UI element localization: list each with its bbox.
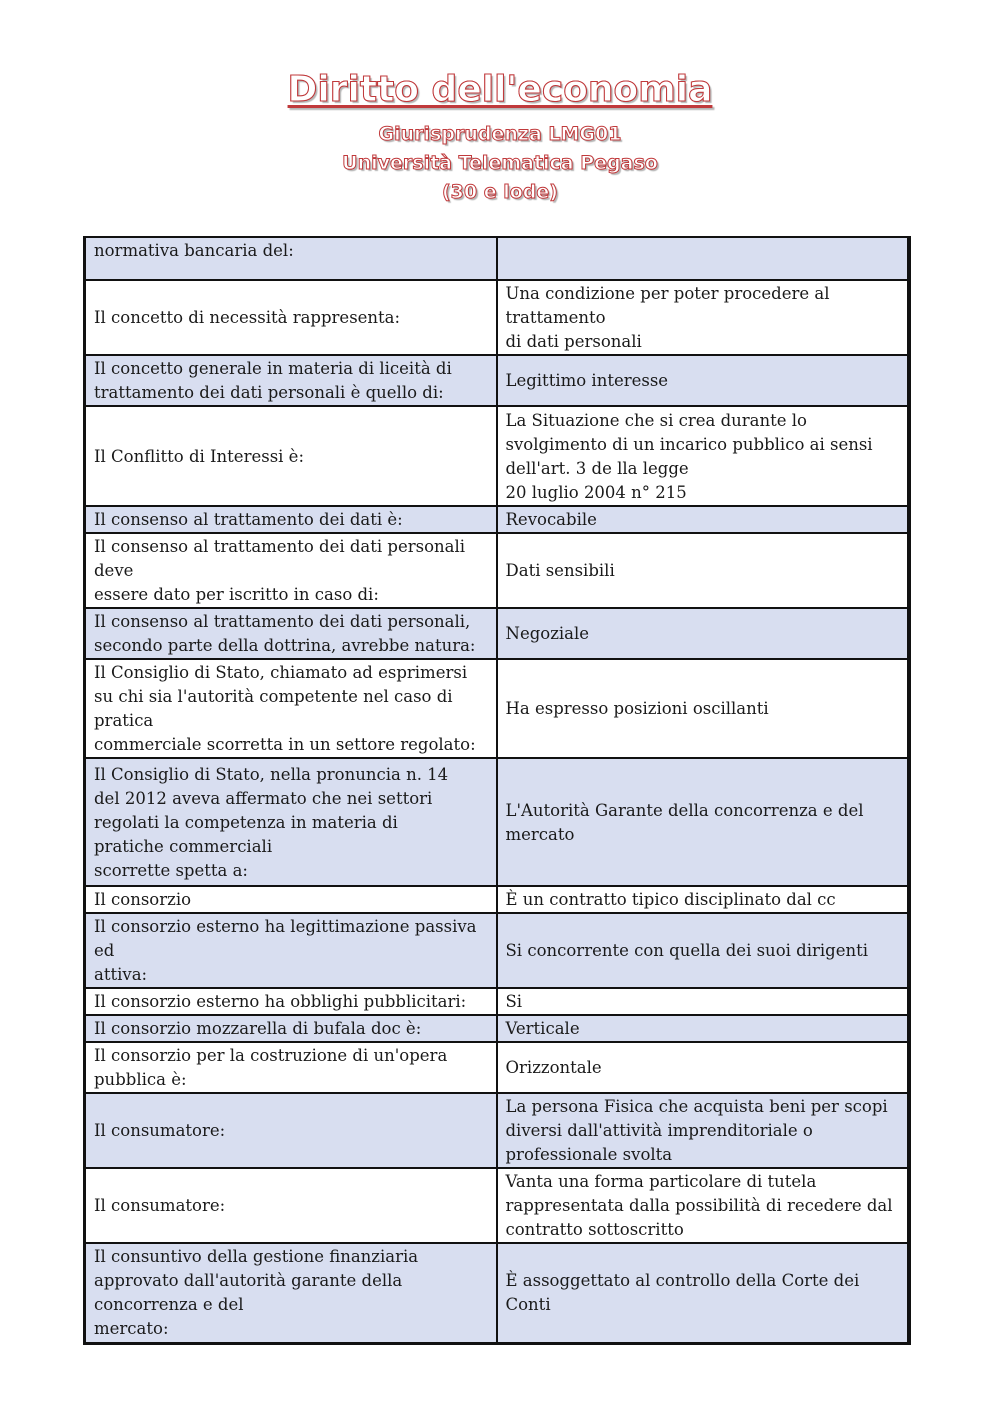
answer-cell: Orizzontale bbox=[497, 1042, 909, 1093]
university-name: Università Telematica Pegaso bbox=[342, 152, 658, 174]
question-cell: Il consorzio esterno ha legittimazione passiva ed attiva: bbox=[85, 913, 497, 988]
question-cell: Il consuntivo della gestione finanziaria approvato dall'autorità garante della concorrenza e del mercato: bbox=[85, 1243, 497, 1343]
question-cell: Il consorzio esterno ha obblighi pubblicitari: bbox=[85, 988, 497, 1015]
question-cell: Il concetto di necessità rappresenta: bbox=[85, 280, 497, 355]
answer-cell: Vanta una forma particolare di tutela rappresentata dalla possibilità di recedere dal contratto sottoscritto bbox=[497, 1168, 909, 1243]
table-row bbox=[85, 886, 909, 913]
table-row bbox=[85, 608, 909, 659]
grade-note: (30 e lode) bbox=[442, 181, 558, 203]
table-row bbox=[85, 406, 909, 506]
qa-table bbox=[83, 236, 911, 1345]
answer-cell: La persona Fisica che acquista beni per scopi diversi dall'attività imprenditoriale o professionale svolta bbox=[497, 1093, 909, 1168]
answer-cell: Revocabile bbox=[497, 506, 909, 533]
table-row bbox=[85, 913, 909, 988]
answer-cell: Legittimo interesse bbox=[497, 355, 909, 406]
question-cell: Il Consiglio di Stato, nella pronuncia n. 14 del 2012 aveva affermato che nei settori regolati la competenza in materia di pratiche commerciali scorrette spetta a: bbox=[85, 758, 497, 886]
table-row bbox=[85, 1243, 909, 1343]
question-cell: Il consenso al trattamento dei dati personali, secondo parte della dottrina, avrebbe natura: bbox=[85, 608, 497, 659]
table-row bbox=[85, 1093, 909, 1168]
qa-table-body bbox=[85, 237, 909, 1343]
question-cell: normativa bancaria del: bbox=[85, 237, 497, 280]
answer-cell: Si bbox=[497, 988, 909, 1015]
answer-cell: È assoggettato al controllo della Corte dei Conti bbox=[497, 1243, 909, 1343]
table-row bbox=[85, 988, 909, 1015]
answer-cell: L'Autorità Garante della concorrenza e del mercato bbox=[497, 758, 909, 886]
question-cell: Il Consiglio di Stato, chiamato ad esprimersi su chi sia l'autorità competente nel caso di pratica commerciale scorretta in un settore regolato: bbox=[85, 659, 497, 758]
question-cell: Il concetto generale in materia di liceità di trattamento dei dati personali è quello di: bbox=[85, 355, 497, 406]
table-row bbox=[85, 1168, 909, 1243]
document-title: Diritto dell'economia bbox=[287, 69, 713, 110]
answer-cell: Una condizione per poter procedere al trattamento di dati personali bbox=[497, 280, 909, 355]
table-row bbox=[85, 506, 909, 533]
question-cell: Il consorzio per la costruzione di un'opera pubblica è: bbox=[85, 1042, 497, 1093]
document-header bbox=[0, 66, 1000, 207]
question-cell: Il consorzio mozzarella di bufala doc è: bbox=[85, 1015, 497, 1042]
question-cell: Il Conflitto di Interessi è: bbox=[85, 406, 497, 506]
answer-cell: Verticale bbox=[497, 1015, 909, 1042]
table-row bbox=[85, 280, 909, 355]
table-row bbox=[85, 758, 909, 886]
course-name: Giurisprudenza LMG01 bbox=[378, 123, 622, 145]
answer-cell: Si concorrente con quella dei suoi dirigenti bbox=[497, 913, 909, 988]
table-row bbox=[85, 237, 909, 280]
table-row bbox=[85, 533, 909, 608]
table-row bbox=[85, 355, 909, 406]
table-row bbox=[85, 1015, 909, 1042]
question-cell: Il consenso al trattamento dei dati è: bbox=[85, 506, 497, 533]
question-cell: Il consumatore: bbox=[85, 1168, 497, 1243]
answer-cell bbox=[497, 237, 909, 280]
table-row bbox=[85, 1042, 909, 1093]
question-cell: Il consumatore: bbox=[85, 1093, 497, 1168]
answer-cell: È un contratto tipico disciplinato dal cc bbox=[497, 886, 909, 913]
table-row bbox=[85, 659, 909, 758]
question-cell: Il consorzio bbox=[85, 886, 497, 913]
question-cell: Il consenso al trattamento dei dati personali deve essere dato per iscritto in caso di: bbox=[85, 533, 497, 608]
answer-cell: La Situazione che si crea durante lo svolgimento di un incarico pubblico ai sensi dell'art. 3 de lla legge 20 luglio 2004 n° 215 bbox=[497, 406, 909, 506]
answer-cell: Dati sensibili bbox=[497, 533, 909, 608]
answer-cell: Ha espresso posizioni oscillanti bbox=[497, 659, 909, 758]
answer-cell: Negoziale bbox=[497, 608, 909, 659]
